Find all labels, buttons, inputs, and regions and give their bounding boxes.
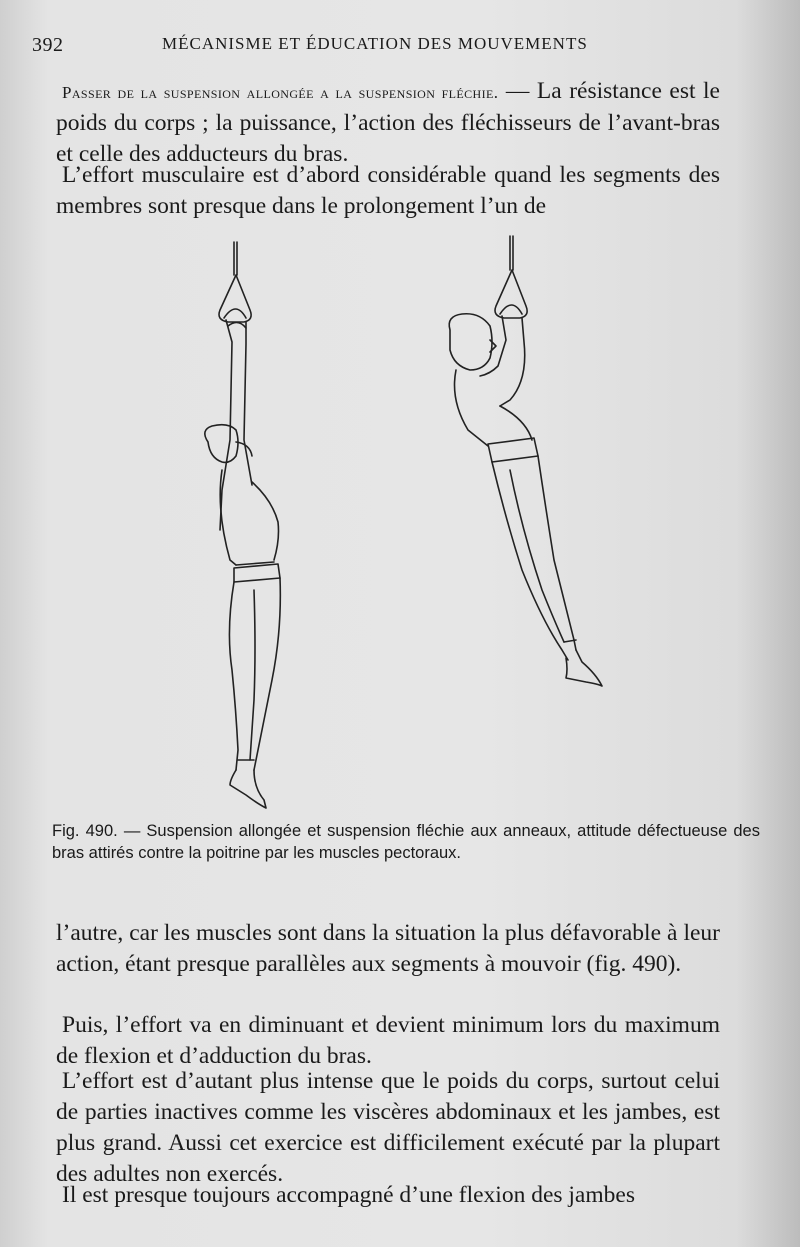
page-number: 392 (32, 34, 64, 56)
section-paragraph (56, 76, 720, 170)
paragraph-continuation: l’autre, car les muscles sont dans la situation la plus défavorable à leur action, étant presque parallèles aux segments à mouvoir (fig. 490). (56, 920, 720, 977)
caption-text: Suspension allongée et suspension fléchie aux anneaux, attitude défectueuse des bras attirés contre la poitrine par les muscles pectoraux. (52, 822, 760, 862)
section-heading: Passer de la suspension allongée a la suspension fléchie. (62, 83, 499, 102)
figure-caption (52, 820, 760, 864)
figure-490 (150, 230, 650, 820)
paragraph-leg-flexion: Il est presque toujours accompagné d’une flexion des jambes (62, 1182, 635, 1208)
flexed-hang-figure (449, 236, 602, 686)
paragraph-decreasing-effort: Puis, l’effort va en diminuant et devient minimum lors du maximum de flexion et d’adduction du bras. (56, 1012, 720, 1069)
hanging-figures-illustration (150, 230, 650, 820)
running-title: MÉCANISME ET ÉDUCATION DES MOUVEMENTS (162, 34, 588, 53)
section-lead: La résistance est le poids du corps ; la puissance, l’action des fléchisseurs de l’avant-bras et celle des adducteurs du bras. (56, 78, 720, 167)
heading-dash: — (498, 78, 537, 104)
extended-hang-figure (205, 242, 281, 808)
caption-label: Fig. 490. (52, 822, 118, 840)
paragraph-intensity: L’effort est d’autant plus intense que le poids du corps, surtout celui de parties inactives comme les viscères abdominaux et les jambes, est plus grand. Aussi cet exercice est difficilement exécuté par la plupart des adultes non exercés. (56, 1068, 720, 1187)
paragraph-effort: L’effort musculaire est d’abord considérable quand les segments des membres sont presque dans le prolongement l’un de (56, 162, 720, 219)
caption-dash: — (117, 822, 147, 840)
